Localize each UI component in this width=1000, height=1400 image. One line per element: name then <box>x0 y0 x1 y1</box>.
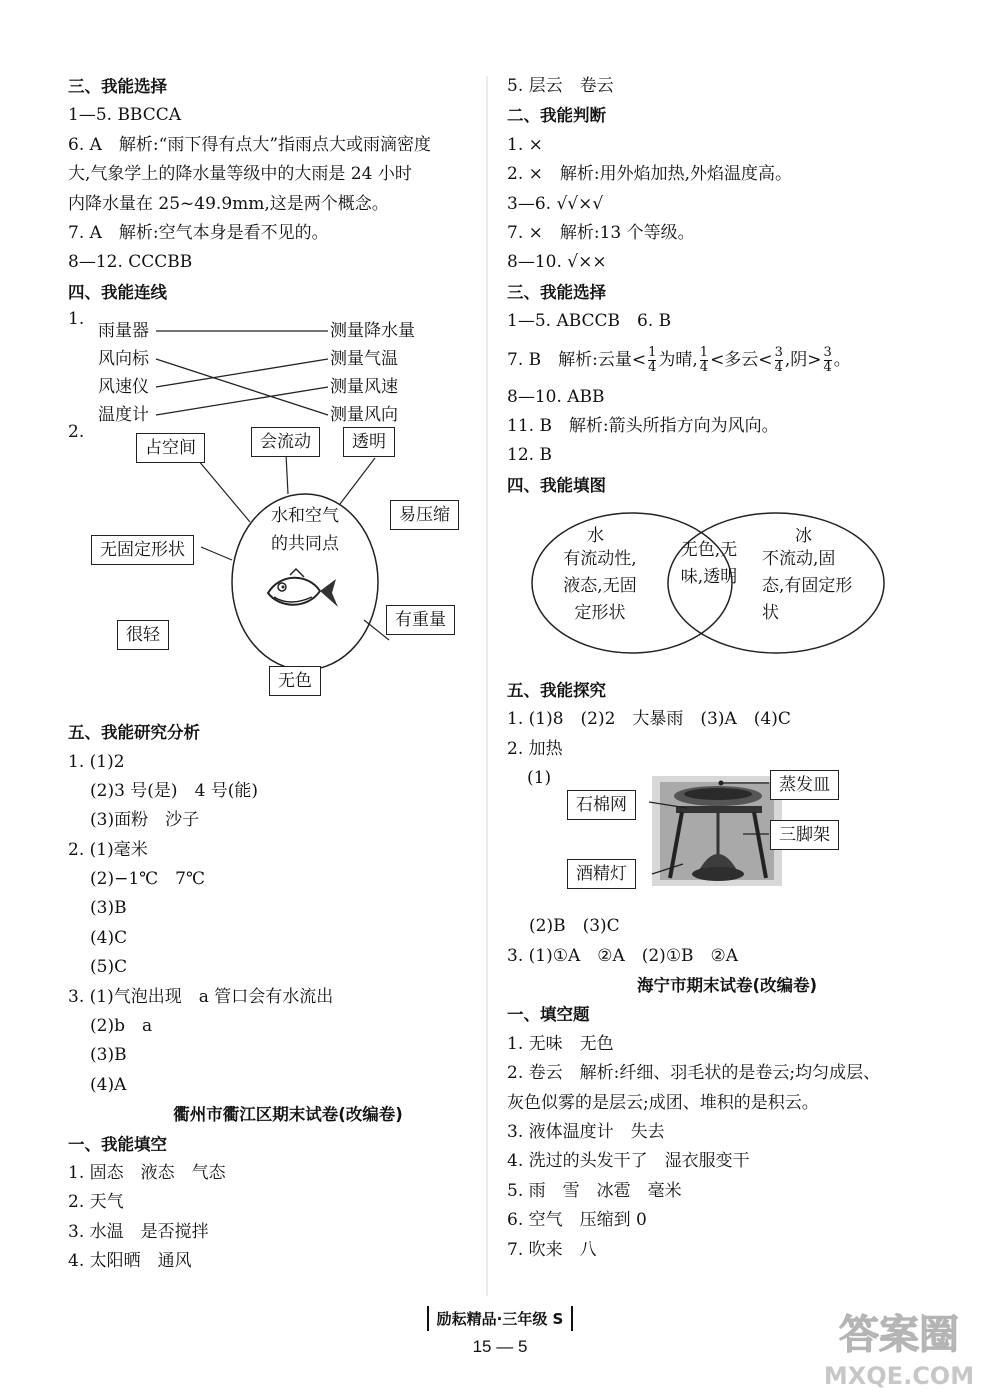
fish-icon <box>260 567 340 617</box>
answer-line-fractions <box>507 337 947 383</box>
column-divider <box>486 76 490 1296</box>
question-number: 1. <box>68 309 85 330</box>
answer-line: (4)C <box>90 927 128 948</box>
answer-line: (3)B <box>90 898 127 919</box>
answer-line: 4. 洗过的头发干了 湿衣服变干 <box>507 1151 750 1172</box>
denominator: 4 <box>648 359 657 375</box>
section-title: 三、我能选择 <box>507 282 606 302</box>
matching-left-item: 雨量器 <box>98 321 149 342</box>
answer-line: 2. 加热 <box>507 738 563 759</box>
answer-line: (2)b a <box>90 1016 153 1037</box>
section-title: 四、我能填图 <box>507 475 606 495</box>
answer-line: (2)−1℃ 7℃ <box>90 869 205 890</box>
venn-text-line: 无色,无 <box>680 540 738 561</box>
answer-line: 8—10. ABB <box>507 386 605 407</box>
answer-line: 2. (1)毫米 <box>68 839 148 860</box>
mind-map-node: 很轻 <box>117 620 169 650</box>
answer-line: 1. 无味 无色 <box>507 1033 614 1054</box>
exam-title: 衢州市衢江区期末试卷(改编卷) <box>173 1105 403 1125</box>
denominator: 4 <box>823 359 832 375</box>
numerator: 1 <box>699 344 709 360</box>
answer-line: 1. 固态 液态 气态 <box>68 1162 226 1183</box>
answer-line: 12. B <box>507 445 552 466</box>
answer-line: 6. 空气 压缩到 0 <box>507 1210 647 1231</box>
answer-line: (5)C <box>90 957 128 978</box>
mind-map-node: 无固定形状 <box>91 535 194 565</box>
venn-text-line: 状 <box>762 603 779 624</box>
answer-line: 1—5. BBCCA <box>68 105 182 126</box>
text-segment: 。 <box>833 349 851 370</box>
lab-apparatus-figure <box>507 764 947 912</box>
matching-left-item: 风向标 <box>98 349 149 370</box>
answer-line: 3. (1)①A ②A (2)①B ②A <box>507 945 739 966</box>
section-title: 一、填空题 <box>507 1005 590 1025</box>
answer-line: 2. × 解析:用外焰加热,外焰温度高。 <box>507 164 792 185</box>
answer-line: (3)面粉 沙子 <box>90 810 200 831</box>
numerator: 3 <box>774 344 783 360</box>
mind-map-node: 无色 <box>269 666 321 696</box>
section-title: 五、我能研究分析 <box>68 723 200 743</box>
apparatus-label: 三脚架 <box>770 820 839 850</box>
venn-text-line: 有流动性, <box>563 549 637 570</box>
watermark-domain: MXQE.COM <box>823 1362 975 1390</box>
venn-middle-text <box>669 537 749 591</box>
brand-label: 励耘精品·三年级 S <box>427 1306 574 1331</box>
text-segment: 7. B 解析:云量< <box>507 349 647 370</box>
venn-right-text <box>762 546 852 627</box>
denominator: 4 <box>699 359 709 375</box>
answer-line: 11. B 解析:箭头所指方向为风向。 <box>507 415 779 436</box>
answer-line: 2. 天气 <box>68 1192 124 1213</box>
numerator: 1 <box>648 344 657 360</box>
section-title: 二、我能判断 <box>507 106 606 126</box>
matching-left-item: 风速仪 <box>98 377 149 398</box>
venn-left-title: 水 <box>587 526 604 547</box>
answer-line: (2)3 号(是) 4 号(能) <box>90 780 259 801</box>
venn-diagram <box>507 500 947 666</box>
answer-line: 3. 水温 是否搅拌 <box>68 1221 209 1242</box>
numerator: 3 <box>823 344 832 360</box>
mind-map-node: 有重量 <box>386 605 455 635</box>
mind-map-node: 易压缩 <box>390 500 459 530</box>
apparatus-label: 石棉网 <box>567 790 636 820</box>
matching-right-list <box>330 317 415 429</box>
matching-right-item: 测量降水量 <box>330 321 415 342</box>
answer-line: 3. 液体温度计 失去 <box>507 1121 665 1142</box>
answer-line: 7. A 解析:空气本身是看不见的。 <box>68 222 329 243</box>
answer-line: 1—5. ABCCB 6. B <box>507 311 672 332</box>
question-number: 2. <box>68 422 85 443</box>
answer-line: 灰色似雾的是层云;成团、堆积的是积云。 <box>507 1092 819 1113</box>
matching-left-list <box>98 317 149 429</box>
answer-line: 6. A 解析:“雨下得有点大”指雨点大或雨滴密度 <box>68 134 432 155</box>
mind-map-node: 透明 <box>343 427 395 457</box>
mind-map <box>68 422 508 718</box>
answer-line: 3—6. √√×√ <box>507 193 604 214</box>
text-segment: 为晴, <box>658 349 698 370</box>
venn-right-title: 冰 <box>795 526 812 547</box>
denominator: 4 <box>774 359 783 375</box>
section-title: 一、我能填空 <box>68 1134 167 1154</box>
mind-map-node: 会流动 <box>251 427 320 457</box>
matching-right-item: 测量风向 <box>330 405 398 426</box>
section-title: 五、我能探究 <box>507 681 606 701</box>
left-column <box>68 72 508 1277</box>
venn-left-text <box>545 546 655 627</box>
answer-line: (4)A <box>90 1074 127 1095</box>
answer-line: (3)B <box>90 1045 127 1066</box>
exam-title: 海宁市期末试卷(改编卷) <box>636 976 818 996</box>
watermark-logo <box>808 1302 990 1392</box>
fraction <box>775 346 783 375</box>
venn-text-line: 液态,无固 <box>563 576 637 597</box>
mind-map-center <box>258 502 352 558</box>
center-label: 水和空气 <box>271 506 339 527</box>
label-leader-lines <box>507 764 797 912</box>
venn-text-line: 味,透明 <box>680 567 738 588</box>
matching-diagram <box>68 307 508 426</box>
mind-map-node: 占空间 <box>136 433 205 463</box>
text-segment: ,阴> <box>784 349 822 370</box>
section-title: 四、我能连线 <box>68 282 167 302</box>
fraction <box>824 346 832 375</box>
right-column <box>507 72 947 1265</box>
venn-text-line: 态,有固定形 <box>762 576 853 597</box>
matching-right-item: 测量气温 <box>330 349 398 370</box>
answer-line: 7. 吹来 八 <box>507 1239 597 1260</box>
answer-line: 2. 卷云 解析:纤细、羽毛状的是卷云;均匀成层、 <box>507 1063 881 1084</box>
venn-text-line: 定形状 <box>574 603 626 624</box>
answer-line: 内降水量在 25~49.9mm,这是两个概念。 <box>68 193 389 214</box>
answer-line: 4. 太阳晒 通风 <box>68 1251 192 1272</box>
venn-text-line: 不流动,固 <box>762 549 836 570</box>
section-title: 三、我能选择 <box>68 77 167 96</box>
answer-line: 1. (1)8 (2)2 大暴雨 (3)A (4)C <box>507 709 791 730</box>
answer-line: 5. 雨 雪 冰雹 毫米 <box>507 1180 682 1201</box>
matching-lines <box>156 307 356 427</box>
matching-right-item: 测量风速 <box>330 377 398 398</box>
answer-line: 1. (1)2 <box>68 751 125 772</box>
answer-line: (2)B (3)C <box>529 916 620 937</box>
sub-question-number: (1) <box>527 768 552 789</box>
answer-line: 5. 层云 卷云 <box>507 76 614 96</box>
apparatus-label: 蒸发皿 <box>770 770 839 800</box>
text-segment: <多云< <box>710 349 773 370</box>
answer-line: 8—10. √×× <box>507 252 607 273</box>
matching-left-item: 温度计 <box>98 405 149 426</box>
answer-line: 8—12. CCCBB <box>68 252 193 273</box>
page-number: 15 — 5 <box>472 1337 528 1356</box>
answer-line: 大,气象学上的降水量等级中的大雨是 24 小时 <box>68 164 412 185</box>
fraction <box>700 346 708 375</box>
answer-line: 3. (1)气泡出现 a 管口会有水流出 <box>68 986 334 1007</box>
apparatus-label: 酒精灯 <box>567 859 636 889</box>
center-label: 的共同点 <box>271 534 339 555</box>
answer-line: 7. × 解析:13 个等级。 <box>507 222 695 243</box>
watermark-text: 答案圈 <box>839 1312 959 1358</box>
fraction <box>648 346 656 375</box>
answer-line: 1. × <box>507 134 543 155</box>
